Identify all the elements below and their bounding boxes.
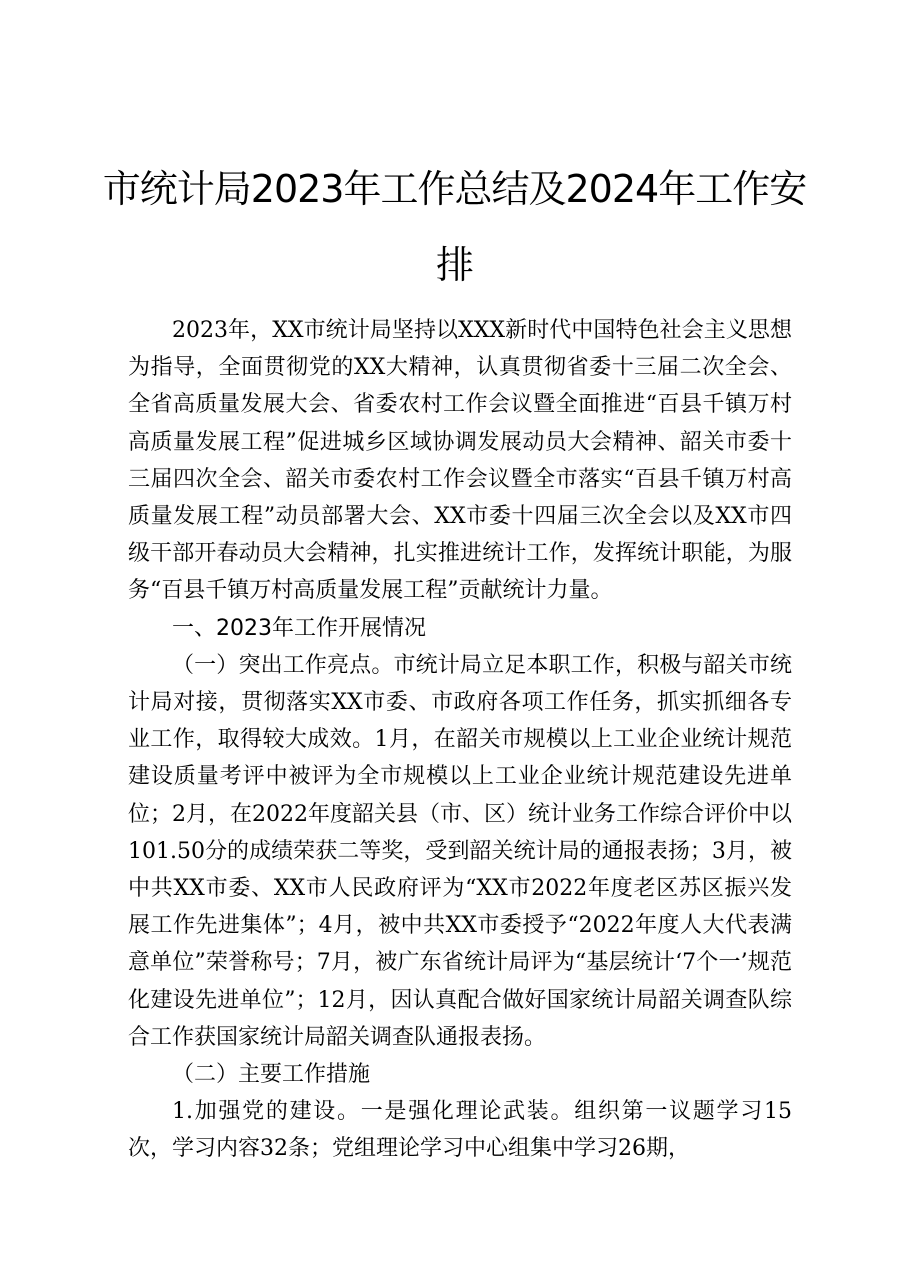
document-body	[128, 312, 792, 1168]
section-heading-1: 一、2023年工作开展情况	[172, 615, 426, 641]
intro-paragraph: 2023年，XX市统计局坚持以XXX新时代中国特色社会主义思想为指导，全面贯彻党的XX大精神，认真贯彻省委十三届二次全会、全省高质量发展大会、省委农村工作会议暨全面推进“百县千镇万村高质量发展工程”促进城乡区域协调发展动员大会精神、韶关市委十三届四次全会、韶关市委农村工作会议暨全市落实“百县千镇万村高质量发展工程”动员部署大会、XX市委十四届三次全会以及XX市四级干部开春动员大会精神，扎实推进统计工作，发挥统计职能，为服务“百县千镇万村高质量发展工程”贡献统计力量。	[128, 318, 792, 604]
section-heading-2: （二）主要工作措施	[172, 1062, 371, 1088]
document-title	[0, 160, 909, 294]
measures-paragraph: 1.加强党的建设。一是强化理论武装。组织第一议题学习15次，学习内容32条；党组理论学习中心组集中学习26期，	[128, 1099, 792, 1162]
title-line-1: 市统计局2023年工作总结及2024年工作安	[102, 167, 807, 211]
highlights-paragraph: （一）突出工作亮点。市统计局立足本职工作，积极与韶关市统计局对接，贯彻落实XX市委、市政府各项工作任务，抓实抓细各专业工作，取得较大成效。1月，在韶关市规模以上工业企业统计规范建设质量考评中被评为全市规模以上工业企业统计规范建设先进单位；2月，在2022年度韶关县（市、区）统计业务工作综合评价中以101.50分的成绩荣获二等奖，受到韶关统计局的通报表扬；3月，被中共XX市委、XX市人民政府评为“XX市2022年度老区苏区振兴发展工作先进集体”；4月，被中共XX市委授予“2022年度人大代表满意单位”荣誉称号；7月，被广东省统计局评为“基层统计‘7个一’规范化建设先进单位”；12月，因认真配合做好国家统计局韶关调查队综合工作获国家统计局韶关调查队通报表扬。	[128, 652, 792, 1050]
title-line-2: 排	[435, 243, 473, 287]
